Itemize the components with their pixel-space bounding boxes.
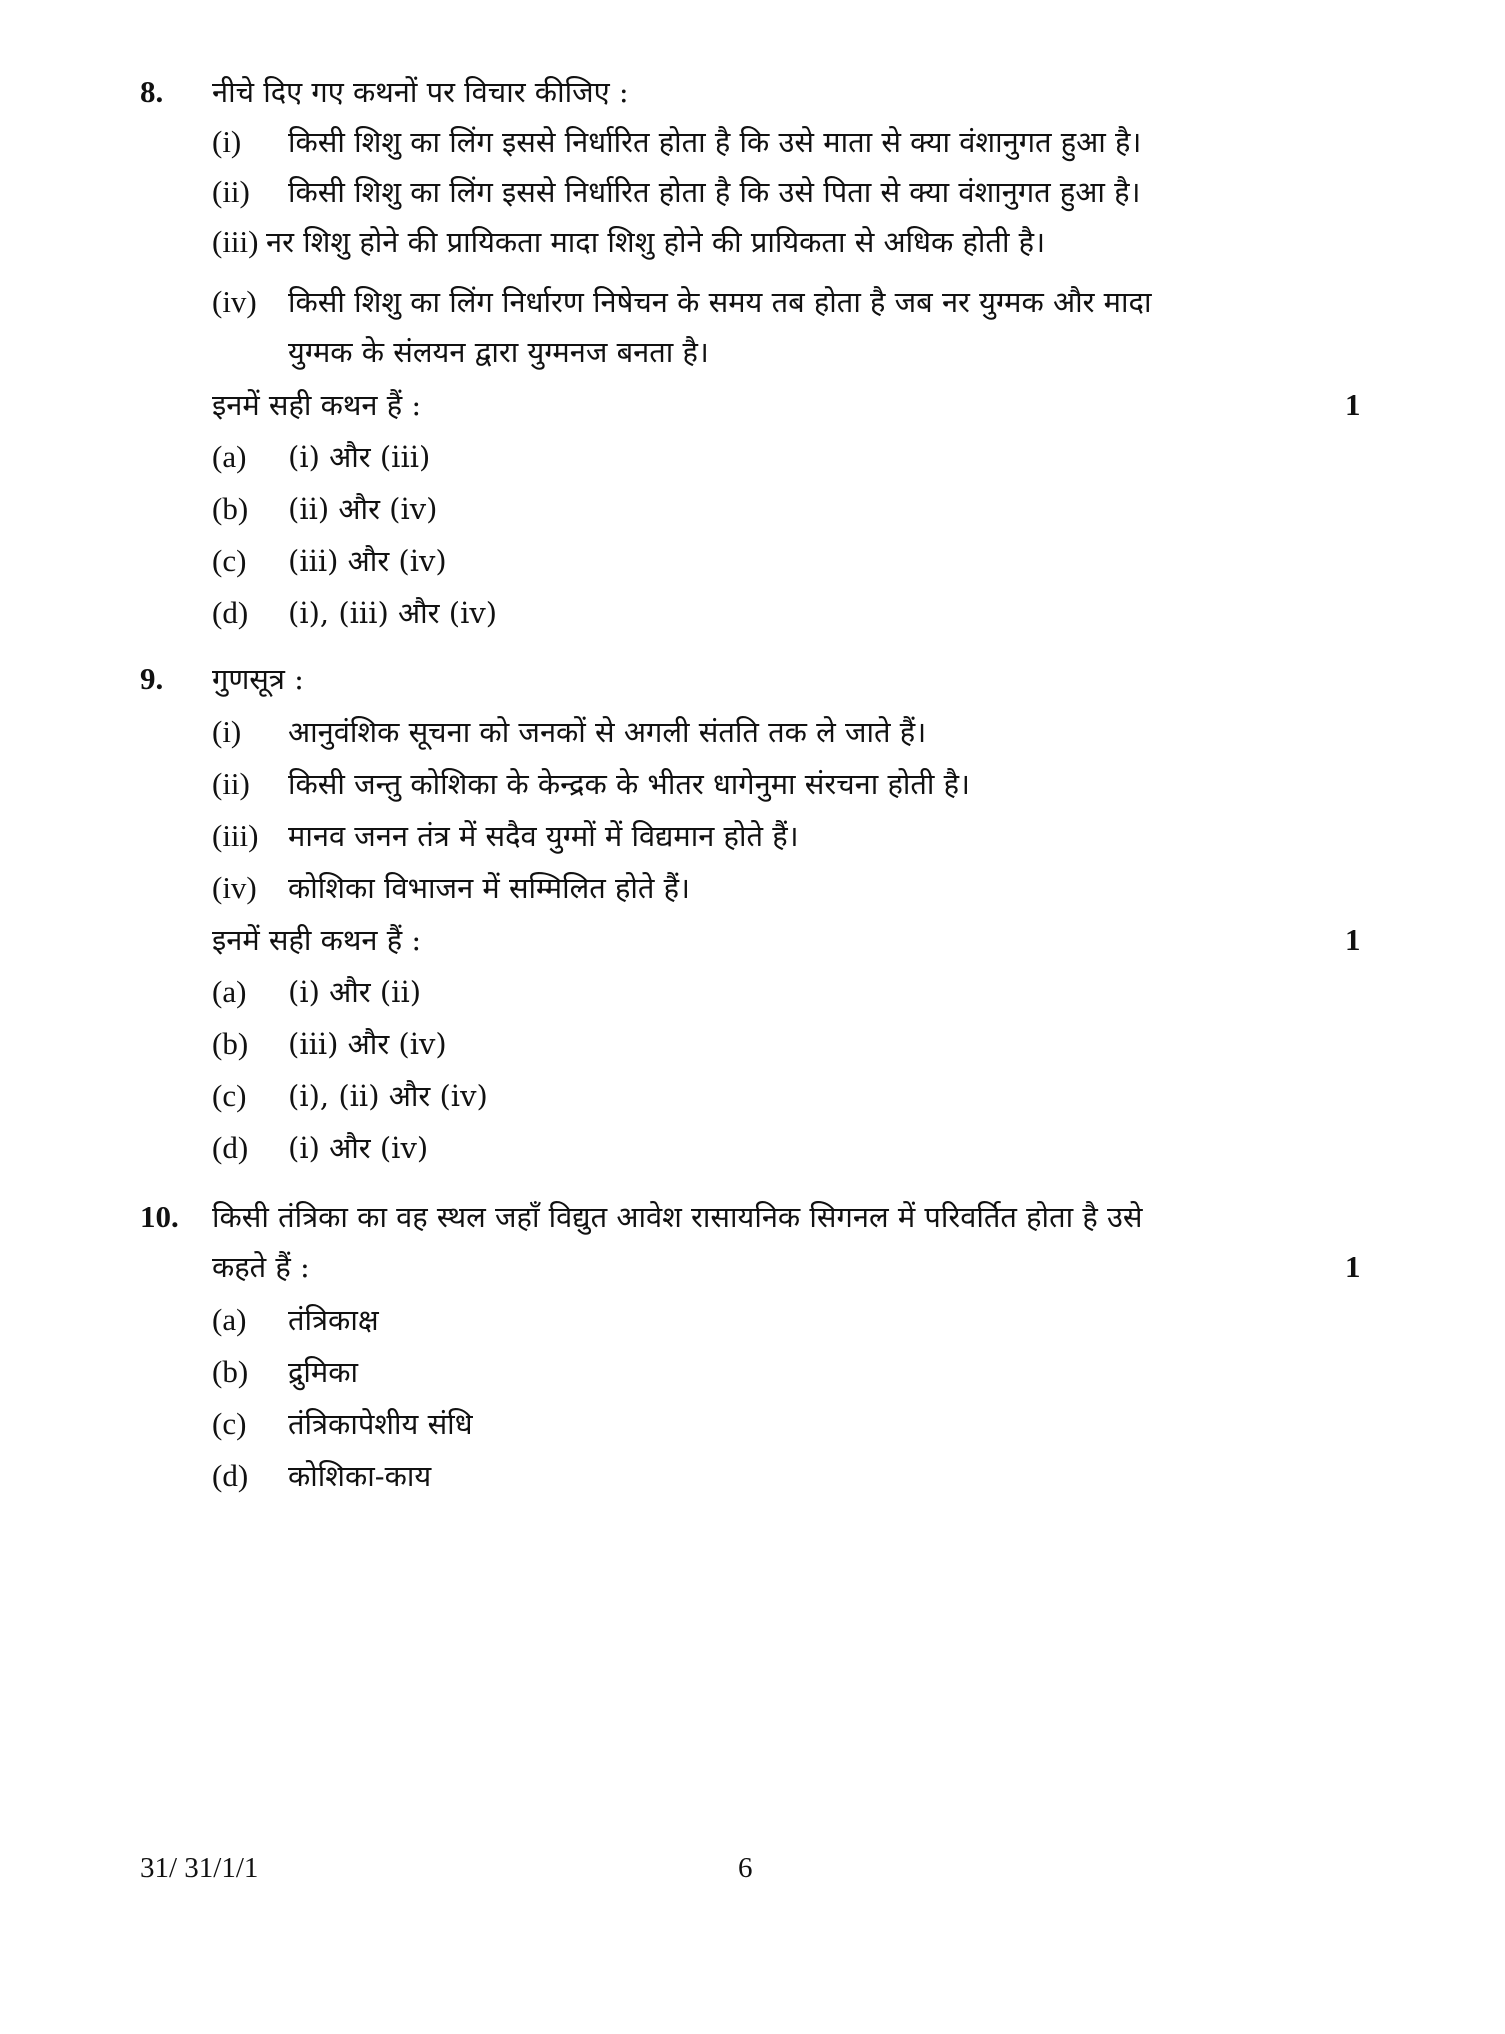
statement-label: (i) — [212, 124, 242, 159]
option-text: (i), (ii) और (iv) — [288, 1079, 488, 1113]
option-label: (c) — [212, 1406, 247, 1441]
statement-label: (iii) — [212, 818, 259, 853]
marks: 1 — [1345, 387, 1361, 422]
marks: 1 — [1345, 922, 1361, 957]
option-label: (c) — [212, 543, 247, 578]
option-text: (i), (iii) और (iv) — [288, 596, 498, 630]
option-label: (d) — [212, 1130, 249, 1165]
option-text: तंत्रिकाक्ष — [288, 1303, 379, 1337]
statement-text: किसी शिशु का लिंग निर्धारण निषेचन के समय तब होता है जब नर युग्मक और मादा — [288, 285, 1152, 319]
option-text: द्रुमिका — [288, 1355, 359, 1389]
question-prompt: इनमें सही कथन हैं : — [212, 923, 422, 957]
question-stem: गुणसूत्र : — [212, 662, 304, 696]
statement-text: किसी शिशु का लिंग इससे निर्धारित होता है कि उसे पिता से क्या वंशानुगत हुआ है। — [288, 175, 1141, 209]
option-label: (b) — [212, 1026, 249, 1061]
option-text: (iii) और (iv) — [288, 544, 447, 578]
statement-text: नर शिशु होने की प्रायिकता मादा शिशु होने की प्रायिकता से अधिक होती है। — [266, 225, 1046, 259]
statement-text: आनुवंशिक सूचना को जनकों से अगली संतति तक ले जाते हैं। — [288, 715, 927, 749]
statement-text-continuation: युग्मक के संलयन द्वारा युग्मनज बनता है। — [288, 335, 709, 369]
statement-text: कोशिका विभाजन में सम्मिलित होते हैं। — [288, 871, 691, 905]
question-stem-continuation: कहते हैं : — [212, 1250, 310, 1284]
option-text: (i) और (ii) — [288, 975, 422, 1009]
statement-text: मानव जनन तंत्र में सदैव युग्मों में विद्यमान होते हैं। — [288, 819, 799, 853]
question-number: 10. — [140, 1199, 179, 1234]
option-text: (iii) और (iv) — [288, 1027, 447, 1061]
page-number: 6 — [738, 1852, 753, 1884]
statement-label: (ii) — [212, 174, 250, 209]
statement-text: किसी जन्तु कोशिका के केन्द्रक के भीतर धागेनुमा संरचना होती है। — [288, 767, 971, 801]
option-text: (ii) और (iv) — [288, 492, 438, 526]
statement-label: (iv) — [212, 870, 257, 905]
option-label: (a) — [212, 974, 247, 1009]
question-number: 8. — [140, 74, 164, 109]
option-label: (a) — [212, 439, 247, 474]
option-text: कोशिका-काय — [288, 1459, 432, 1493]
statement-text: किसी शिशु का लिंग इससे निर्धारित होता है कि उसे माता से क्या वंशानुगत हुआ है। — [288, 125, 1142, 159]
paper-code: 31/ 31/1/1 — [140, 1852, 259, 1884]
statement-label: (ii) — [212, 766, 250, 801]
statement-label: (iv) — [212, 284, 257, 319]
option-label: (a) — [212, 1302, 247, 1337]
option-text: (i) और (iv) — [288, 1131, 429, 1165]
question-number: 9. — [140, 661, 164, 696]
option-text: (i) और (iii) — [288, 440, 431, 474]
marks: 1 — [1345, 1249, 1361, 1284]
option-label: (b) — [212, 1354, 249, 1389]
option-label: (c) — [212, 1078, 247, 1113]
question-stem: किसी तंत्रिका का वह स्थल जहाँ विद्युत आवेश रासायनिक सिगनल में परिवर्तित होता है उसे — [212, 1200, 1143, 1234]
option-label: (b) — [212, 491, 249, 526]
question-prompt: इनमें सही कथन हैं : — [212, 388, 422, 422]
option-label: (d) — [212, 1458, 249, 1493]
option-label: (d) — [212, 595, 249, 630]
option-text: तंत्रिकापेशीय संधि — [288, 1407, 473, 1441]
statement-label: (i) — [212, 714, 242, 749]
statement-label: (iii) — [212, 224, 259, 259]
question-stem: नीचे दिए गए कथनों पर विचार कीजिए : — [212, 75, 629, 109]
